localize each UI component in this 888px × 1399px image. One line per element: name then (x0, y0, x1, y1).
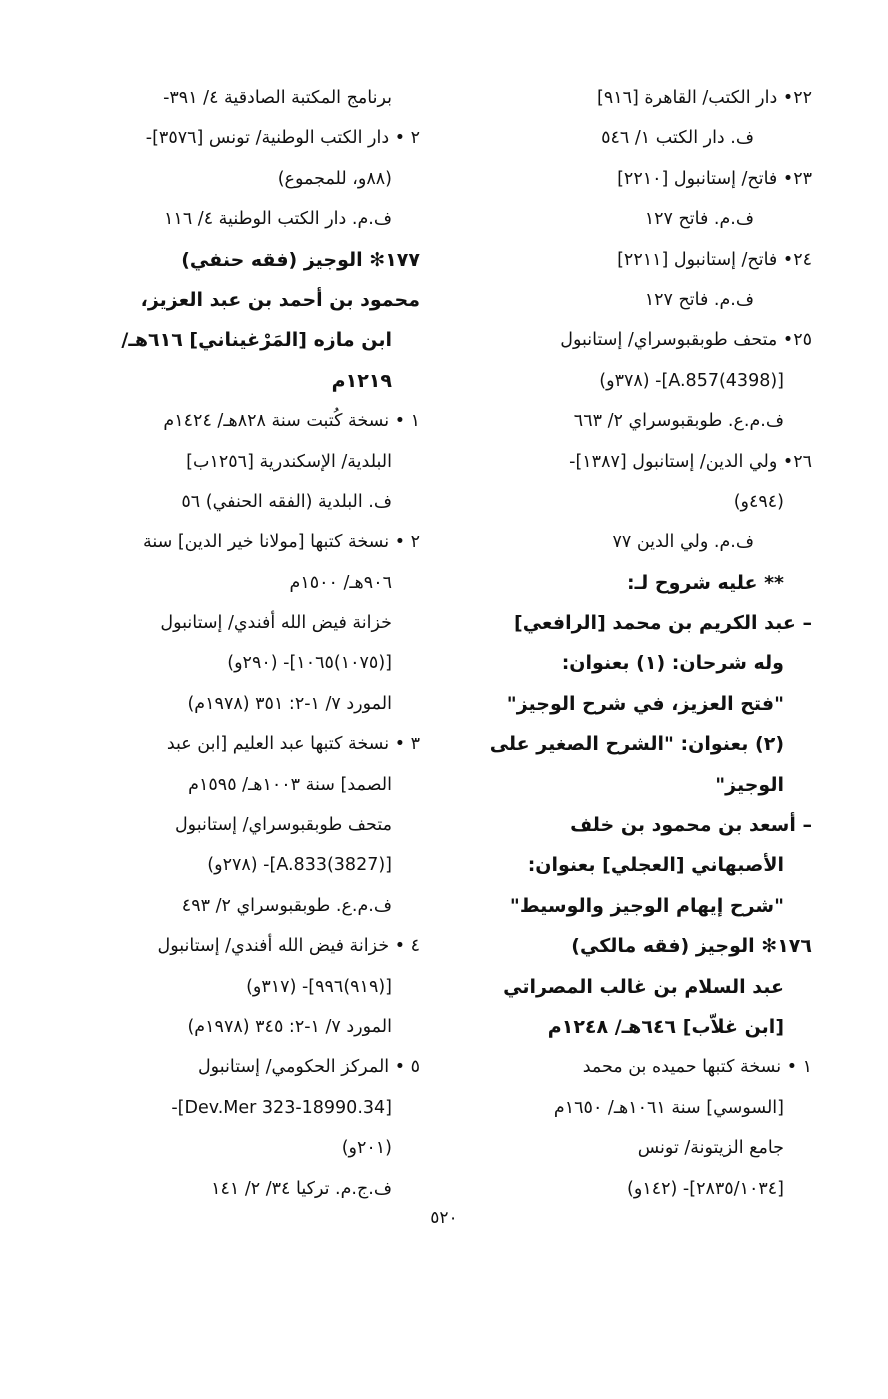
text-line: وله شرحان: (١) بعنوان: (561, 652, 784, 675)
text-line: ١٢١٩م (331, 369, 392, 392)
text-line: ٩٠٦هـ/ ١٥٠٠م (289, 572, 392, 593)
text-line: ٢٦• ولي الدين/ إستانبول [١٣٨٧]- (569, 451, 812, 472)
text-line: ف.م. دار الكتب الوطنية ٤/ ١١٦ (164, 209, 392, 230)
text-line: [٢٨٣٥/١٠٣٤]- (١٤٢و) (627, 1178, 784, 1199)
text-line: [(4398)A.857]- (٣٧٨و) (599, 370, 784, 391)
text-line: ف. دار الكتب ١/ ٥٤٦ (601, 128, 754, 149)
text-line: ٢٢• دار الكتب/ القاهرة [٩١٦] (596, 88, 812, 108)
text-line: ١٧٦✻ الوجيز (فقه مالكي) (571, 935, 812, 958)
text-line: برنامج المكتبة الصادقية ٤/ ٣٩١- (163, 88, 392, 108)
text-line: (٤٩٤و) (733, 491, 784, 512)
text-line: ف.م.ع. طوبقبوسراي ٢/ ٤٩٣ (181, 895, 392, 916)
text-line: خزانة فيض الله أفندي/ إستانبول (160, 613, 392, 634)
text-line: – عبد الكريم بن محمد [الرافعي] (514, 612, 812, 635)
text-line: (٢٠١و) (341, 1138, 392, 1159)
text-line: ١٧٧✻ الوجيز (فقه حنفي) (181, 248, 420, 271)
text-line: ٢٣• فاتح/ إستانبول [٢٢١٠] (617, 168, 812, 189)
text-line: ٢ • نسخة كتبها [مولانا خير الدين] سنة (142, 532, 420, 553)
text-line: [ابن غلاّب] ٦٤٦هـ/ ١٢٤٨م (547, 1015, 784, 1038)
text-line: ١ • نسخة كتبها حميده بن محمد (582, 1057, 812, 1078)
text-line: المورد ٧/ ١-٢: ٣٥١ (١٩٧٨م) (187, 693, 392, 714)
text-line: [السوسي] سنة ١٠٦١هـ/ ١٦٥٠م (553, 1097, 784, 1118)
text-line: "شرح إيهام الوجيز والوسيط" (509, 894, 784, 917)
text-line: جامع الزيتونة/ تونس (637, 1138, 784, 1159)
text-line: "فتح العزيز، في شرح الوجيز" (506, 692, 784, 715)
text-line: الأصبهاني [العجلي] بعنوان: (527, 854, 784, 877)
text-line: ٥ • المركز الحكومي/ إستانبول (197, 1057, 420, 1078)
right-column (462, 78, 812, 1209)
text-line: ٤ • خزانة فيض الله أفندي/ إستانبول (157, 936, 420, 957)
text-line: – أسعد بن محمود بن خلف (570, 814, 812, 837)
text-line: المورد ٧/ ١-٢: ٣٤٥ (١٩٧٨م) (187, 1016, 392, 1037)
text-line: ف. البلدية (الفقه الحنفي) ٥٦ (181, 491, 392, 512)
text-line: البلدية/ الإسكندرية [١٢٥٦ب] (186, 451, 392, 472)
text-line: الصمد] سنة ١٠٠٣هـ/ ١٥٩٥م (188, 774, 392, 795)
text-line: (٨٨و، للمجموع) (277, 168, 392, 189)
text-line: [(٩١٩)٩٩٦]- (٣١٧و) (246, 976, 392, 997)
left-column (60, 78, 420, 1209)
text-line: ف.م. فاتح ١٢٧ (644, 289, 754, 310)
text-line: [(3827)A.833]- (٢٧٨و) (207, 855, 392, 876)
text-line: [34.Dev.Mer 323-18990]- (171, 1097, 392, 1118)
text-line: محمود بن أحمد بن عبد العزيز، (140, 288, 420, 311)
text-line: ٢٤• فاتح/ إستانبول [٢٢١١] (617, 249, 812, 270)
text-line: ٢ • دار الكتب الوطنية/ تونس [٣٥٧٦]- (145, 128, 420, 149)
text-line: ابن مازه [المَرْغيناني] ٦١٦هـ/ (121, 329, 392, 352)
text-line: ف.م. فاتح ١٢٧ (644, 209, 754, 230)
text-line: (٢) بعنوان: "الشرح الصغير على (489, 733, 784, 756)
text-line: الوجيز" (715, 773, 784, 796)
text-line: عبد السلام بن غالب المصراتي (503, 975, 784, 998)
text-line: ** عليه شروح لـ: (627, 571, 784, 594)
text-line: ف.م. ولي الدين ٧٧ (612, 532, 754, 553)
text-line: ف.م.ع. طوبقبوسراي ٢/ ٦٦٣ (573, 411, 784, 432)
text-line: ٢٥• متحف طوبقبوسراي/ إستانبول (560, 330, 812, 351)
text-line: متحف طوبقبوسراي/ إستانبول (174, 815, 392, 836)
page-number: ٥٢٠ (430, 1208, 458, 1228)
text-line: [(١٠٧٥)١٠٦٥]- (٢٩٠و) (227, 653, 392, 674)
text-line: ف.ج.م. تركيا ٣٤/ ٢/ ١٤١ (211, 1178, 392, 1199)
text-line: ١ • نسخة كُتبت سنة ٨٢٨هـ/ ١٤٢٤م (163, 411, 420, 432)
text-line: ٣ • نسخة كتبها عبد العليم [ابن عبد (166, 734, 420, 755)
